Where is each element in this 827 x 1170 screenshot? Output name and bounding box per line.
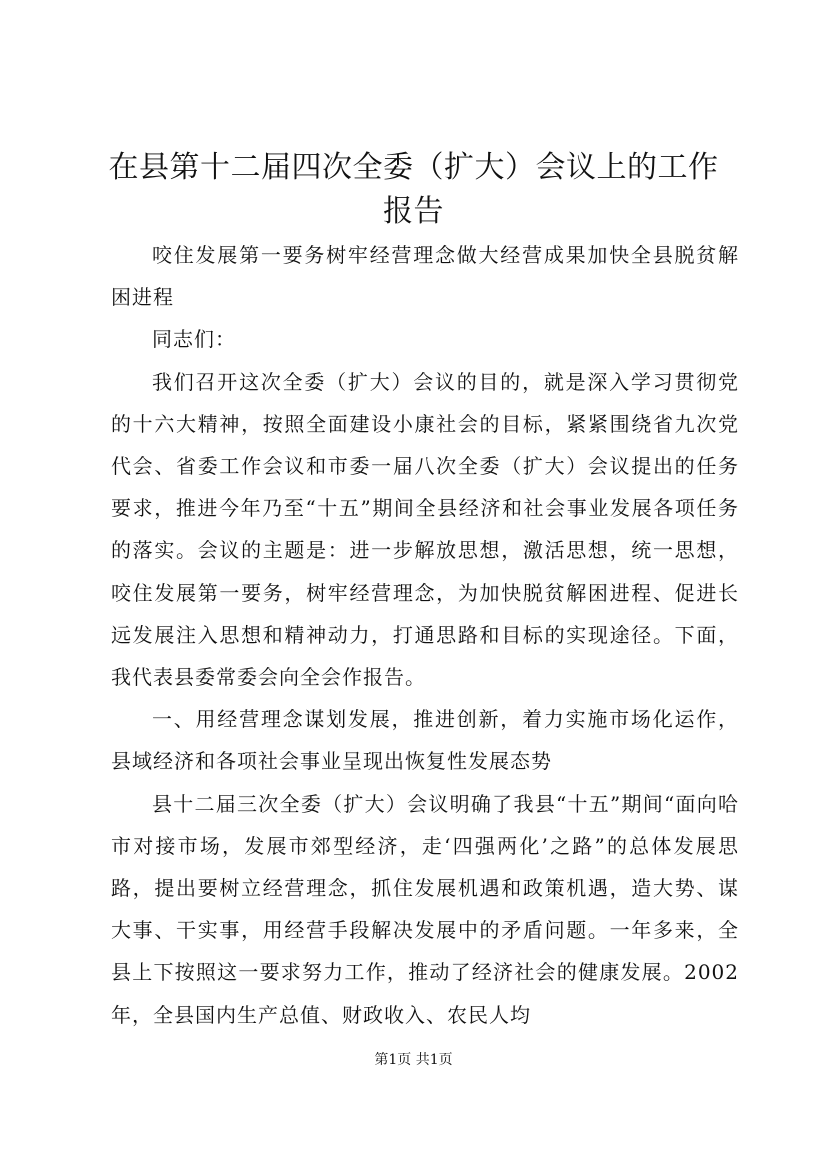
- body-paragraph: 我们召开这次全委（扩大）会议的目的，就是深入学习贯彻党的十六大精神，按照全面建设小康社会的目标，紧紧围绕省九次党代会、省委工作会议和市委一届八次全委（扩大）会议提出的任务要求，推进今年乃至“十五”期间全县经济和社会事业发展各项任务的落实。会议的主题是：进一步解放思想，激活思想，统一思想，咬住发展第一要务，树牢经营理念，为加快脱贫解困进程、促进长远发展注入思想和精神动力，打通思路和目标的实现途径。下面，我代表县委常委会向全会作报告。: [111, 369, 739, 690]
- section-heading: 一、用经营理念谋划发展，推进创新，着力实施市场化运作，县域经济和各项社会事业呈现出恢复性发展态势: [111, 707, 739, 774]
- body-paragraph: 县十二届三次全委（扩大）会议明确了我县“十五”期间“面向哈市对接市场，发展市郊型经济，走‘四强两化’之路”的总体发展思路，提出要树立经营理念，抓住发展机遇和政策机遇，造大势、谋大事、干实事，用经营手段解决发展中的矛盾问题。一年多来，全县上下按照这一要求努力工作，推动了经济社会的健康发展。2002年，全县国内生产总值、财政收入、农民人均: [111, 791, 739, 1027]
- page-footer: 第1页 共1页: [374, 1052, 453, 1068]
- document-title: 在县第十二届四次全委（扩大）会议上的工作报告: [108, 150, 719, 229]
- document-body: [111, 234, 739, 1036]
- document-subtitle: 咬住发展第一要务树牢经营理念做大经营成果加快全县脱贫解困进程: [111, 243, 739, 310]
- salutation: 同志们：: [152, 327, 236, 352]
